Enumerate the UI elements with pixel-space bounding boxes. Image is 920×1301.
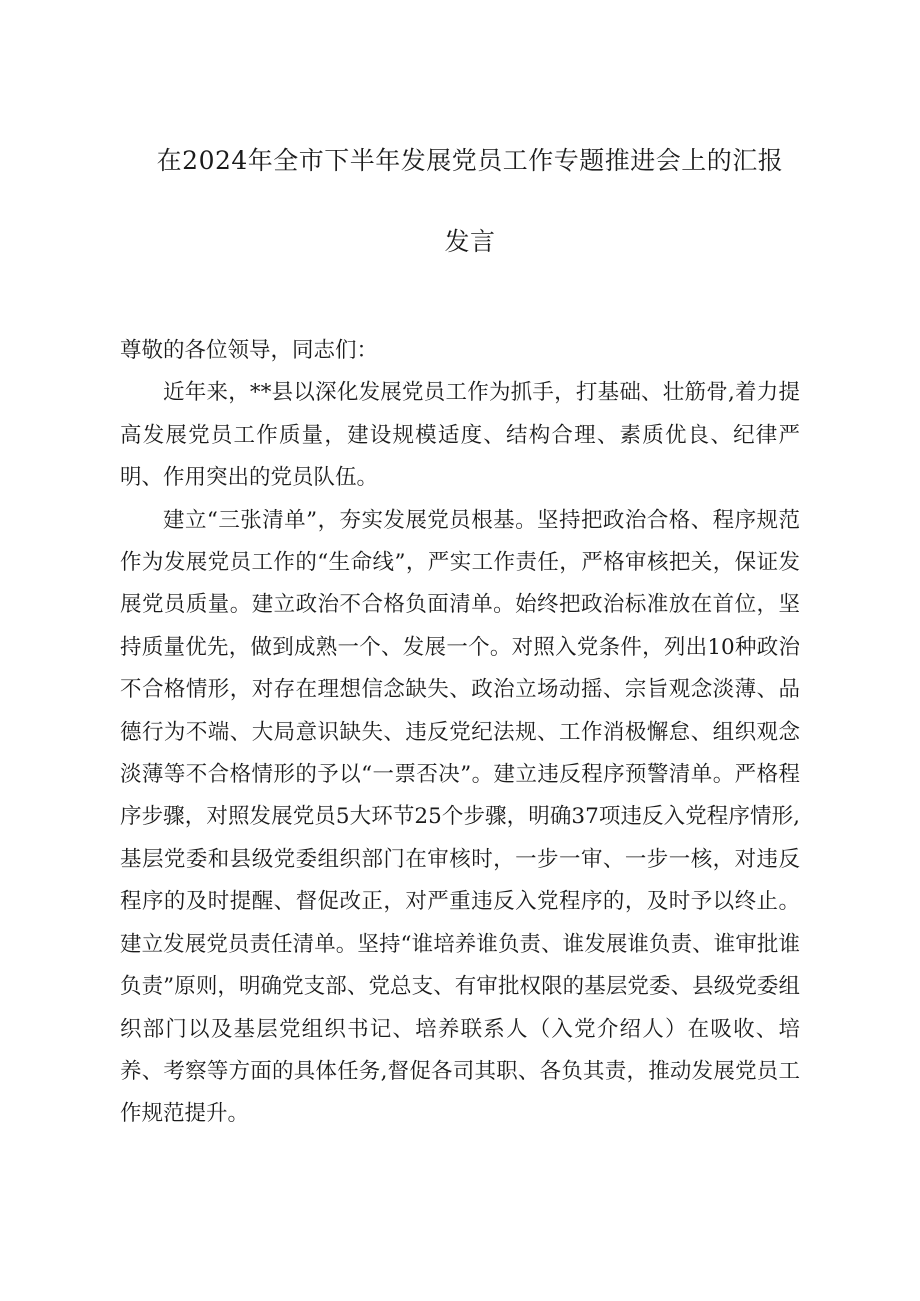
paragraph-intro: 近年来，**县以深化发展党员工作为抓手，打基础、壮筋骨,着力提高发展党员工作质量，建设规模适度、结构合理、素质优良、纪律严明、作用突出的党员队伍。 [120,380,800,491]
salutation: 尊敬的各位领导，同志们： [120,338,379,363]
paragraph-three-lists: 建立“三张清单”，夯实发展党员根基。坚持把政治合格、程序规范作为发展党员工作的“生命线”，严实工作责任，严格审核把关，保证发展党员质量。建立政治不合格负面清单。始终把政治标准放在首位，坚持质量优先，做到成熟一个、发展一个。对照入党条件，列出10种政治不合格情形，对存在理想信念缺失、政治立场动摇、宗旨观念淡薄、品德行为不端、大局意识缺失、违反党纪法规、工作消极懈怠、组织观念淡薄等不合格情形的予以“一票否决”。建立违反程序预警清单。严格程序步骤，对照发展党员5大环节25个步骤，明确37项违反入党程序情形,基层党委和县级党委组织部门在审核时，一步一审、一步一核，对违反程序的及时提醒、督促改正，对严重违反入党程序的，及时予以终止。建立发展党员责任清单。坚持“谁培养谁负责、谁发展谁负责、谁审批谁负责”原则，明确党支部、党总支、有审批权限的基层党委、县级党委组织部门以及基层党组织书记、培养联系人（入党介绍人）在吸收、培养、考察等方面的具体任务,督促各司其职、各负其责，推动发展党员工作规范提升。 [120,507,800,1127]
document-body [120,330,800,1136]
document-title-line-2: 发言 [444,227,496,256]
document-title-line-1: 在2024年全市下半年发展党员工作专题推进会上的汇报 [156,146,784,175]
